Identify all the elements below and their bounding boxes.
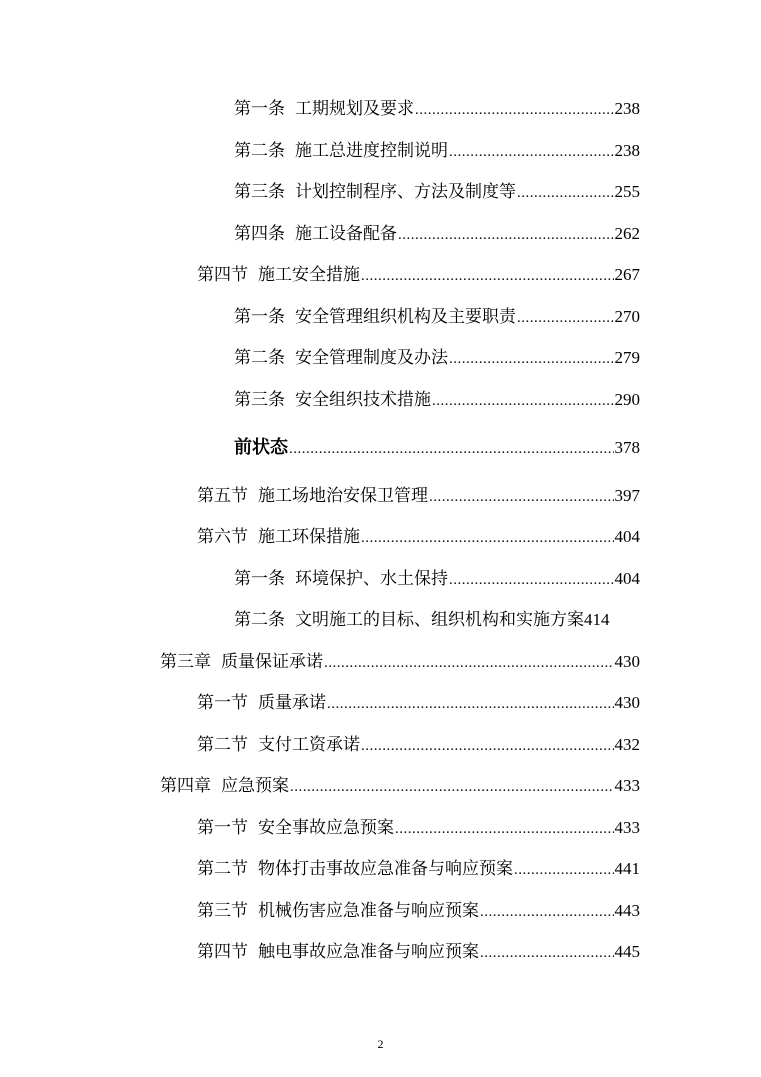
toc-entry-number: 第二条 bbox=[234, 141, 285, 161]
toc-entry-title: 施工设备配备 bbox=[295, 224, 397, 244]
toc-entry-title: 施工场地治安保卫管理 bbox=[258, 486, 428, 506]
toc-entry[interactable] bbox=[234, 433, 640, 463]
toc-entry-number: 第四条 bbox=[234, 224, 285, 244]
dot-leader bbox=[398, 220, 614, 250]
dot-leader bbox=[290, 772, 614, 802]
toc-entry-title: 支付工资承诺 bbox=[258, 735, 360, 755]
toc-entry-title: 质量保证承诺 bbox=[221, 652, 323, 672]
toc-entry-title: 安全事故应急预案 bbox=[258, 818, 394, 838]
dot-leader bbox=[449, 137, 614, 167]
toc-entry-number: 第四节 bbox=[197, 942, 248, 962]
dot-leader bbox=[289, 434, 614, 464]
dot-leader bbox=[429, 482, 614, 512]
toc-entry-page: 430 bbox=[614, 693, 640, 712]
toc-entry-number: 第三章 bbox=[160, 652, 211, 672]
page-number: 2 bbox=[377, 1037, 384, 1051]
dot-leader bbox=[517, 303, 614, 333]
toc-entry[interactable] bbox=[197, 481, 640, 511]
toc-entry-number: 第三节 bbox=[197, 901, 248, 921]
toc-entry-title: 安全组织技术措施 bbox=[295, 390, 431, 410]
dot-leader bbox=[432, 386, 614, 416]
toc-entry-number: 第四章 bbox=[160, 776, 211, 796]
dot-leader bbox=[361, 731, 614, 761]
toc-entry[interactable] bbox=[197, 260, 640, 290]
toc-entry[interactable] bbox=[234, 385, 640, 415]
toc-entry-page: 279 bbox=[614, 348, 640, 367]
dot-leader bbox=[480, 897, 614, 927]
toc-entry-page: 262 bbox=[614, 224, 640, 243]
toc-entry[interactable] bbox=[234, 94, 640, 124]
dot-leader bbox=[395, 814, 614, 844]
toc-entry-page: 270 bbox=[614, 307, 640, 326]
dot-leader bbox=[449, 565, 614, 595]
toc-entry-page: 430 bbox=[614, 652, 640, 671]
toc-entry-number: 第六节 bbox=[197, 527, 248, 547]
dot-leader bbox=[327, 689, 614, 719]
toc-entry-page: 414 bbox=[584, 610, 610, 629]
dot-leader bbox=[361, 261, 614, 291]
toc-entry-title: 施工环保措施 bbox=[258, 527, 360, 547]
toc-entry-title: 前状态 bbox=[234, 437, 288, 458]
toc-entry[interactable] bbox=[197, 937, 640, 967]
toc-entry-page: 255 bbox=[614, 182, 640, 201]
toc-entry-page: 441 bbox=[614, 859, 640, 878]
toc-entry-page: 290 bbox=[614, 390, 640, 409]
toc-entry-title: 物体打击事故应急准备与响应预案 bbox=[258, 859, 513, 879]
toc-entry-page: 433 bbox=[614, 776, 640, 795]
toc-entry-number: 第一节 bbox=[197, 693, 248, 713]
toc-entry[interactable] bbox=[197, 730, 640, 760]
toc-entry[interactable] bbox=[160, 647, 640, 677]
toc-entry-title: 触电事故应急准备与响应预案 bbox=[258, 942, 479, 962]
toc-entry-page: 238 bbox=[614, 141, 640, 160]
toc-entry[interactable] bbox=[234, 564, 640, 594]
toc-entry-number: 第一条 bbox=[234, 569, 285, 589]
toc-entry-number: 第一节 bbox=[197, 818, 248, 838]
dot-leader bbox=[480, 938, 614, 968]
toc-entry-page: 432 bbox=[614, 735, 640, 754]
toc-entry-page: 433 bbox=[614, 818, 640, 837]
toc-entry[interactable] bbox=[197, 688, 640, 718]
toc-entry-number: 第二条 bbox=[234, 348, 285, 368]
toc-entry-title: 质量承诺 bbox=[258, 693, 326, 713]
dot-leader bbox=[517, 178, 614, 208]
toc-entry-page: 267 bbox=[614, 265, 640, 284]
toc-entry-page: 404 bbox=[614, 569, 640, 588]
dot-leader bbox=[361, 523, 614, 553]
toc-entry-page: 397 bbox=[614, 486, 640, 505]
toc-entry-title: 安全管理制度及办法 bbox=[295, 348, 448, 368]
toc-entry-number: 第五节 bbox=[197, 486, 248, 506]
toc-entry-page: 238 bbox=[614, 99, 640, 118]
toc-entry[interactable] bbox=[234, 177, 640, 207]
toc-entry[interactable] bbox=[234, 605, 640, 635]
toc-entry[interactable] bbox=[160, 771, 640, 801]
toc-entry[interactable] bbox=[234, 343, 640, 373]
toc-entry-number: 第一条 bbox=[234, 99, 285, 119]
toc-entry-title: 应急预案 bbox=[221, 776, 289, 796]
toc-entry-title: 文明施工的目标、组织机构和实施方案 bbox=[295, 610, 584, 630]
toc-entry-title: 工期规划及要求 bbox=[295, 99, 414, 119]
toc-entry-title: 计划控制程序、方法及制度等 bbox=[295, 182, 516, 202]
toc-entry[interactable] bbox=[197, 854, 640, 884]
toc-entry-title: 安全管理组织机构及主要职责 bbox=[295, 307, 516, 327]
toc-entry-title: 环境保护、水土保持 bbox=[295, 569, 448, 589]
toc-entry[interactable] bbox=[197, 522, 640, 552]
toc-entry-number: 第三条 bbox=[234, 182, 285, 202]
toc-entry[interactable] bbox=[234, 302, 640, 332]
toc-entry-number: 第二条 bbox=[234, 610, 285, 630]
toc-entry-page: 404 bbox=[614, 527, 640, 546]
dot-leader bbox=[324, 648, 614, 678]
toc-entry-number: 第一条 bbox=[234, 307, 285, 327]
dot-leader bbox=[415, 95, 614, 125]
toc-entry-page: 378 bbox=[614, 438, 640, 457]
toc-entry-title: 施工安全措施 bbox=[258, 265, 360, 285]
toc-entry-title: 机械伤害应急准备与响应预案 bbox=[258, 901, 479, 921]
toc-entry[interactable] bbox=[197, 813, 640, 843]
toc-entry[interactable] bbox=[234, 219, 640, 249]
toc-entry-number: 第三条 bbox=[234, 390, 285, 410]
toc-entry[interactable] bbox=[234, 136, 640, 166]
toc-entry-title: 施工总进度控制说明 bbox=[295, 141, 448, 161]
toc-entry-number: 第二节 bbox=[197, 735, 248, 755]
toc-entry-number: 第四节 bbox=[197, 265, 248, 285]
toc-entry[interactable] bbox=[197, 896, 640, 926]
toc-entry-number: 第二节 bbox=[197, 859, 248, 879]
dot-leader bbox=[449, 344, 614, 374]
toc-entry-page: 445 bbox=[614, 942, 640, 961]
dot-leader bbox=[514, 855, 614, 885]
toc-entry-page: 443 bbox=[614, 901, 640, 920]
